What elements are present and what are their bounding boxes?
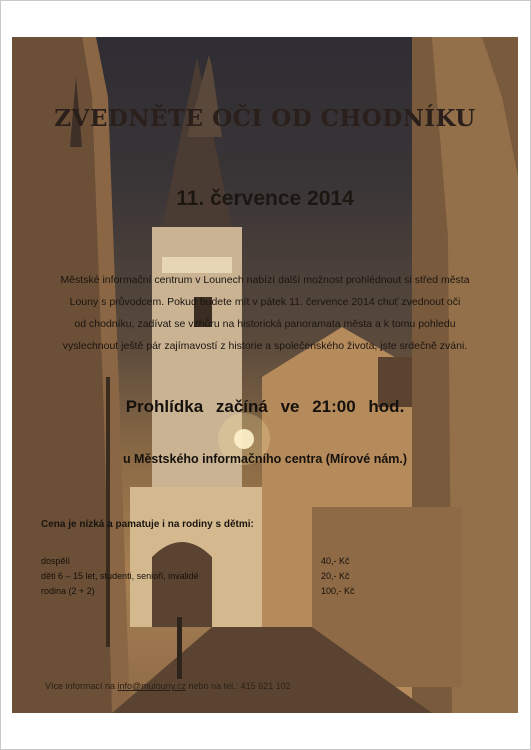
night-street-photo xyxy=(12,37,518,713)
email-link[interactable]: info@mulouny.cz xyxy=(117,681,187,691)
intro-paragraph xyxy=(24,269,506,357)
meeting-place: u Městského informačního centra (Mírové nám.) xyxy=(122,452,408,466)
price-heading: Cena je nízká a pamatuje i na rodiny s dětmi: xyxy=(41,519,254,530)
contact-suffix: nebo na tel.: 415 621 102 xyxy=(186,681,291,691)
price-label: dospělí xyxy=(41,556,71,566)
poster-title: ZVEDNĚTE OČI OD CHODNÍKU xyxy=(54,105,476,132)
price-row xyxy=(41,554,361,569)
price-value: 20,- Kč xyxy=(321,571,350,581)
bollard xyxy=(177,617,182,679)
poster xyxy=(12,37,518,713)
price-label: děti 6 – 15 let, studenti, senioři, invalidé xyxy=(41,571,199,581)
contact-info xyxy=(45,681,291,691)
event-date: 11. července 2014 xyxy=(176,187,354,210)
intro-line: vyslechnout ještě pár zajímavostí z historie a společenského života, jste srdečně zváni. xyxy=(62,340,468,352)
intro-line: Louny s průvodcem. Pokud budete mít v pátek 11. července 2014 chuť zvednout oči xyxy=(69,296,461,308)
contact-prefix: Více informací na xyxy=(45,681,118,691)
price-value: 40,- Kč xyxy=(321,556,350,566)
price-row xyxy=(41,584,361,599)
price-label: rodina (2 + 2) xyxy=(41,586,95,596)
start-time: Prohlídka začíná ve 21:00 hod. xyxy=(125,397,405,416)
lamp-pole xyxy=(106,377,110,647)
intro-line: od chodníku, zadívat se vzhůru na historická panoramata města a k tomu pohledu xyxy=(74,318,456,330)
price-row xyxy=(41,569,361,584)
price-value: 100,- Kč xyxy=(321,586,355,596)
price-list xyxy=(41,554,361,599)
intro-line: Městské informační centrum v Lounech nabízí další možnost prohlédnout si střed města xyxy=(60,274,470,286)
